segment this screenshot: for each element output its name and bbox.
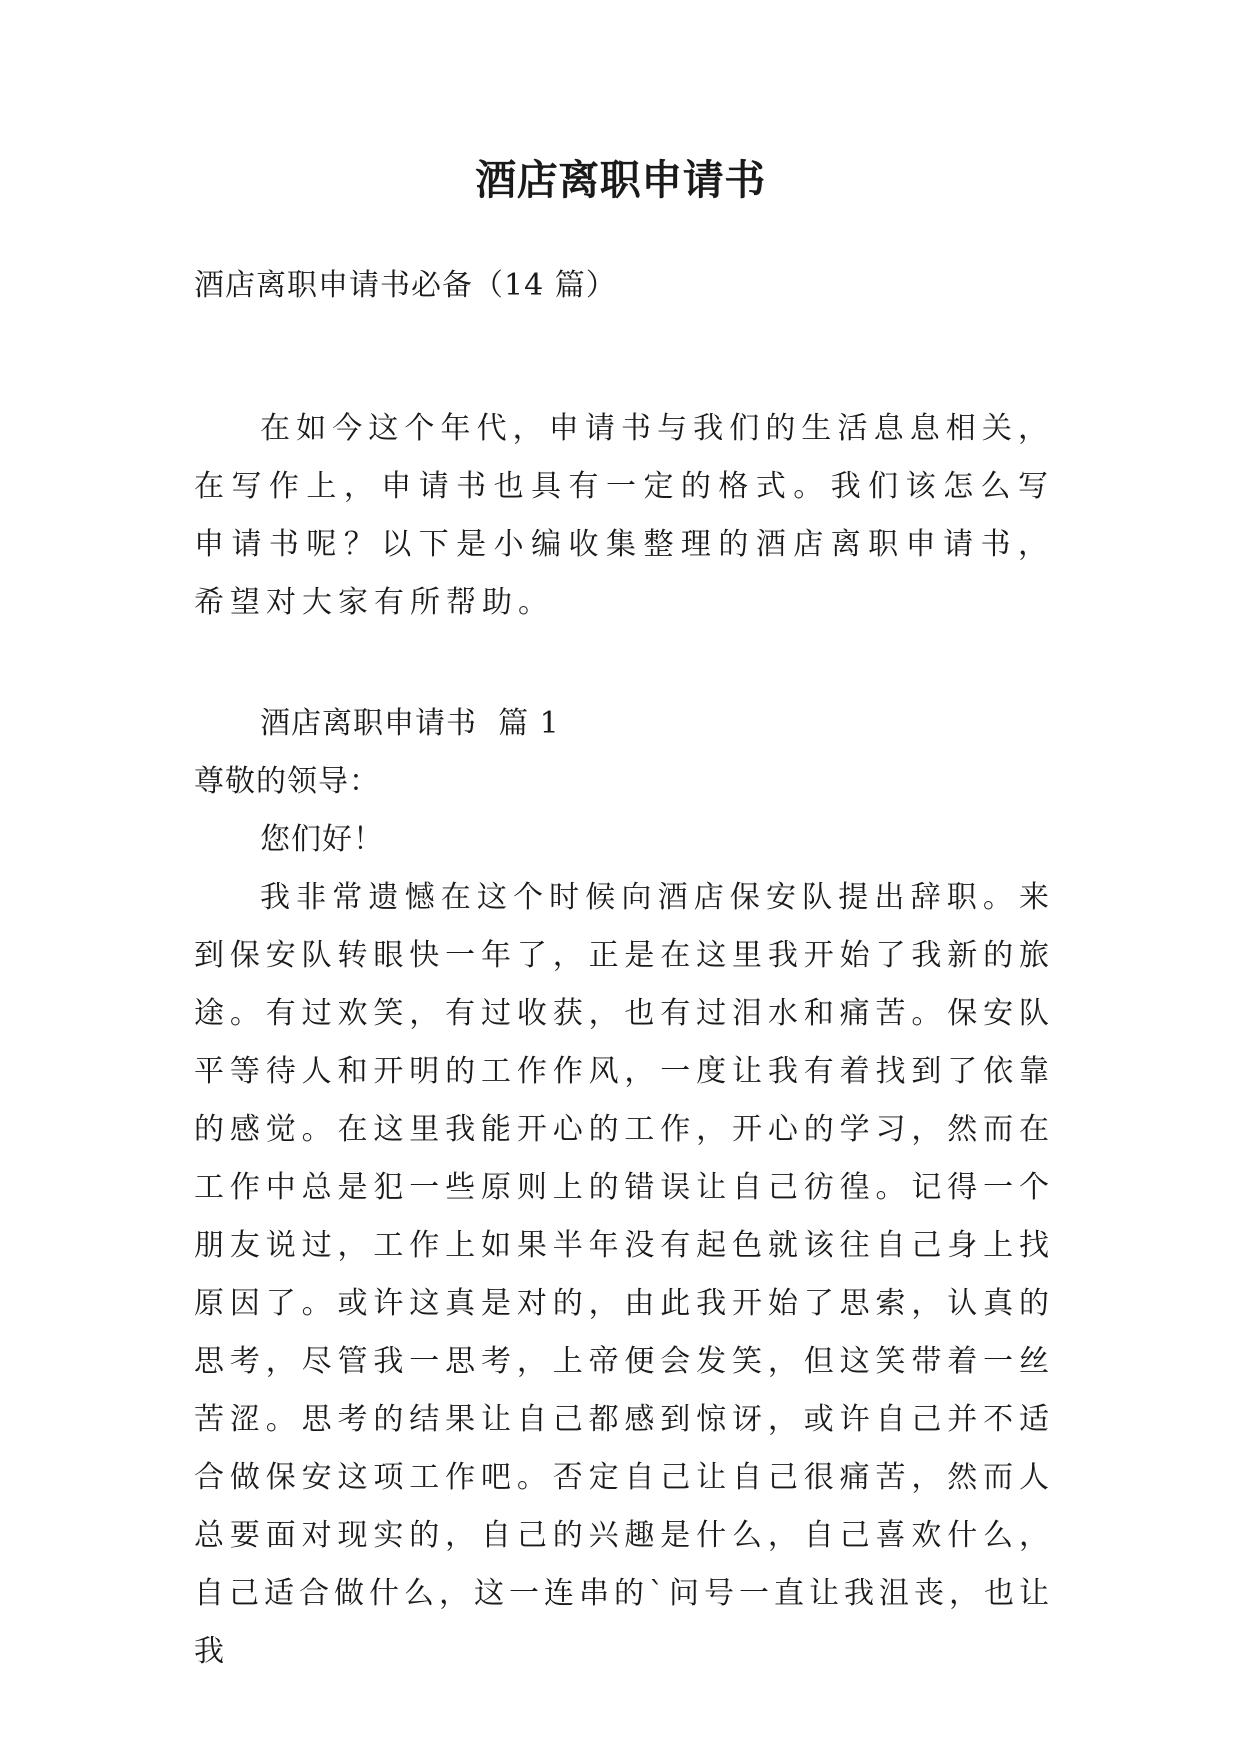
- letter-body-paragraph: 我非常遗憾在这个时候向酒店保安队提出辞职。来到保安队转眼快一年了，正是在这里我开始了我新的旅途。有过欢笑，有过收获，也有过泪水和痛苦。保安队平等待人和开明的工作作风，一度让我有着找到了依靠的感觉。在这里我能开心的工作，开心的学习，然而在工作中总是犯一些原则上的错误让自己彷徨。记得一个朋友说过，工作上如果半年没有起色就该往自己身上找原因了。或许这真是对的，由此我开始了思索，认真的思考，尽管我一思考，上帝便会发笑，但这笑带着一丝苦涩。思考的结果让自己都感到惊讶，或许自己并不适合做保安这项工作吧。否定自己让自己很痛苦，然而人总要面对现实的，自己的兴趣是什么，自己喜欢什么，自己适合做什么，这一连串的`问号一直让我沮丧，也让我: [194, 880, 1054, 1669]
- document-title: 酒店离职申请书: [475, 156, 766, 204]
- letter-salutation: 尊敬的领导：: [194, 764, 380, 799]
- section-heading: 酒店离职申请书 篇 1: [260, 706, 560, 741]
- letter-greeting: 您们好！: [260, 822, 384, 857]
- document-subtitle: 酒店离职申请书必备（14 篇）: [194, 268, 617, 303]
- intro-paragraph: 在如今这个年代，申请书与我们的生活息息相关，在写作上，申请书也具有一定的格式。我们该怎么写申请书呢？以下是小编收集整理的酒店离职申请书，希望对大家有所帮助。: [194, 411, 1054, 620]
